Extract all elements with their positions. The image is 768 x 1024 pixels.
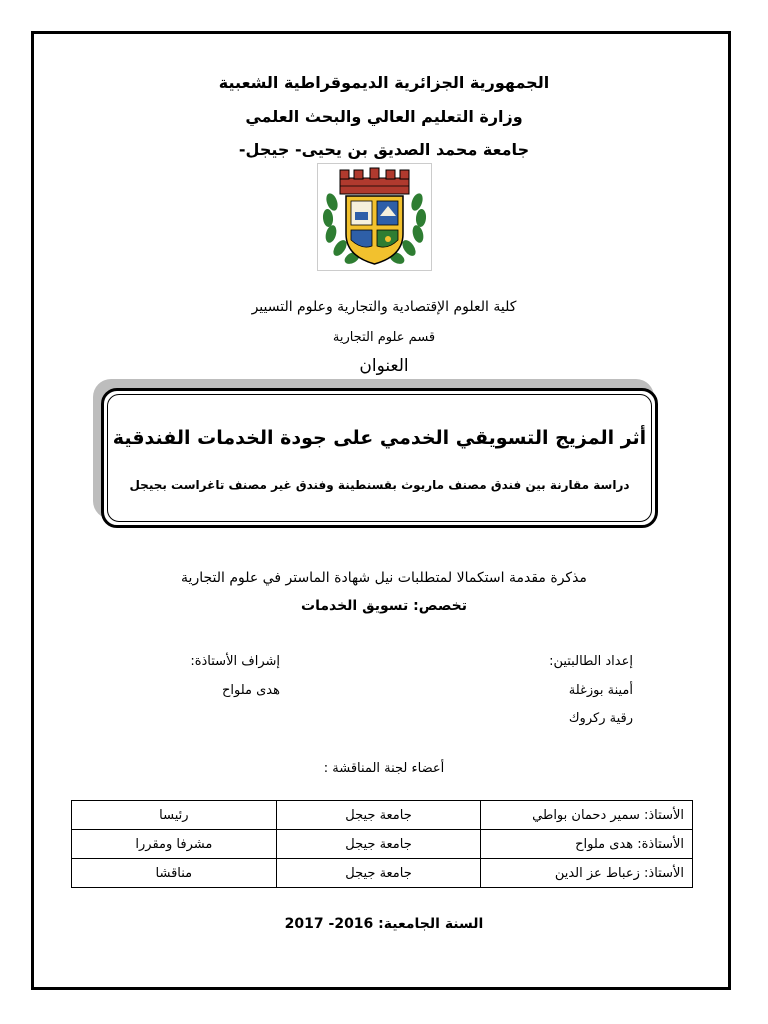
supervisor-label: إشراف الأستاذة: [190, 654, 280, 669]
supervisor-name: هدى ملواح [222, 683, 280, 698]
member-university: جامعة جيجل [276, 830, 481, 859]
title-label: العنوان [359, 356, 409, 376]
member-role: رئيسا [72, 801, 277, 830]
university-logo [317, 163, 432, 271]
shield-icon [346, 196, 403, 264]
ministry-heading: وزارة التعليم العالي والبحث العلمي [245, 107, 523, 126]
member-role: مناقشا [72, 859, 277, 888]
specialty: تخصص: تسويق الخدمات [301, 598, 467, 614]
committee-label: أعضاء لجنة المناقشة : [323, 761, 445, 776]
faculty-name: كلية العلوم الإقتصادية والتجارية وعلوم التسيير [251, 299, 517, 315]
title-box [101, 388, 658, 528]
member-name: الأستاذ: سمير دحمان بواطي [481, 801, 693, 830]
students-label: إعداد الطالبتين: [549, 654, 633, 669]
department-name: قسم علوم التجارية [332, 330, 436, 345]
student-name-2: رقية ركروك [568, 711, 633, 726]
republic-heading: الجمهورية الجزائرية الديموقراطية الشعبية [218, 73, 550, 92]
member-university: جامعة جيجل [276, 801, 481, 830]
student-name-1: أمينة بوزغلة [568, 683, 633, 698]
member-university: جامعة جيجل [276, 859, 481, 888]
university-heading: جامعة محمد الصديق بن يحيى- جيجل- [238, 140, 530, 159]
thesis-title: أثر المزيج التسويقي الخدمي على جودة الخدمات الفندقية [112, 427, 647, 449]
crown-icon [340, 168, 409, 194]
memo-statement: مذكرة مقدمة استكمالا لمتطلبات نيل شهادة الماستر في علوم التجارية [181, 570, 587, 586]
thesis-subtitle: دراسة مقارنة بين فندق مصنف ماريوث بقسنطينة وفندق غير مصنف تاغراست بجيجل [129, 478, 630, 492]
member-name: الأستاذة: هدى ملواح [481, 830, 693, 859]
table-row [72, 830, 693, 859]
member-name: الأستاذ: زعباط عز الدين [481, 859, 693, 888]
academic-year: السنة الجامعية: 2016- 2017 [284, 916, 484, 932]
committee-table [71, 800, 693, 888]
table-row [72, 859, 693, 888]
title-box-inner-border [107, 394, 652, 522]
member-role: مشرفا ومقررا [72, 830, 277, 859]
table-row [72, 801, 693, 830]
